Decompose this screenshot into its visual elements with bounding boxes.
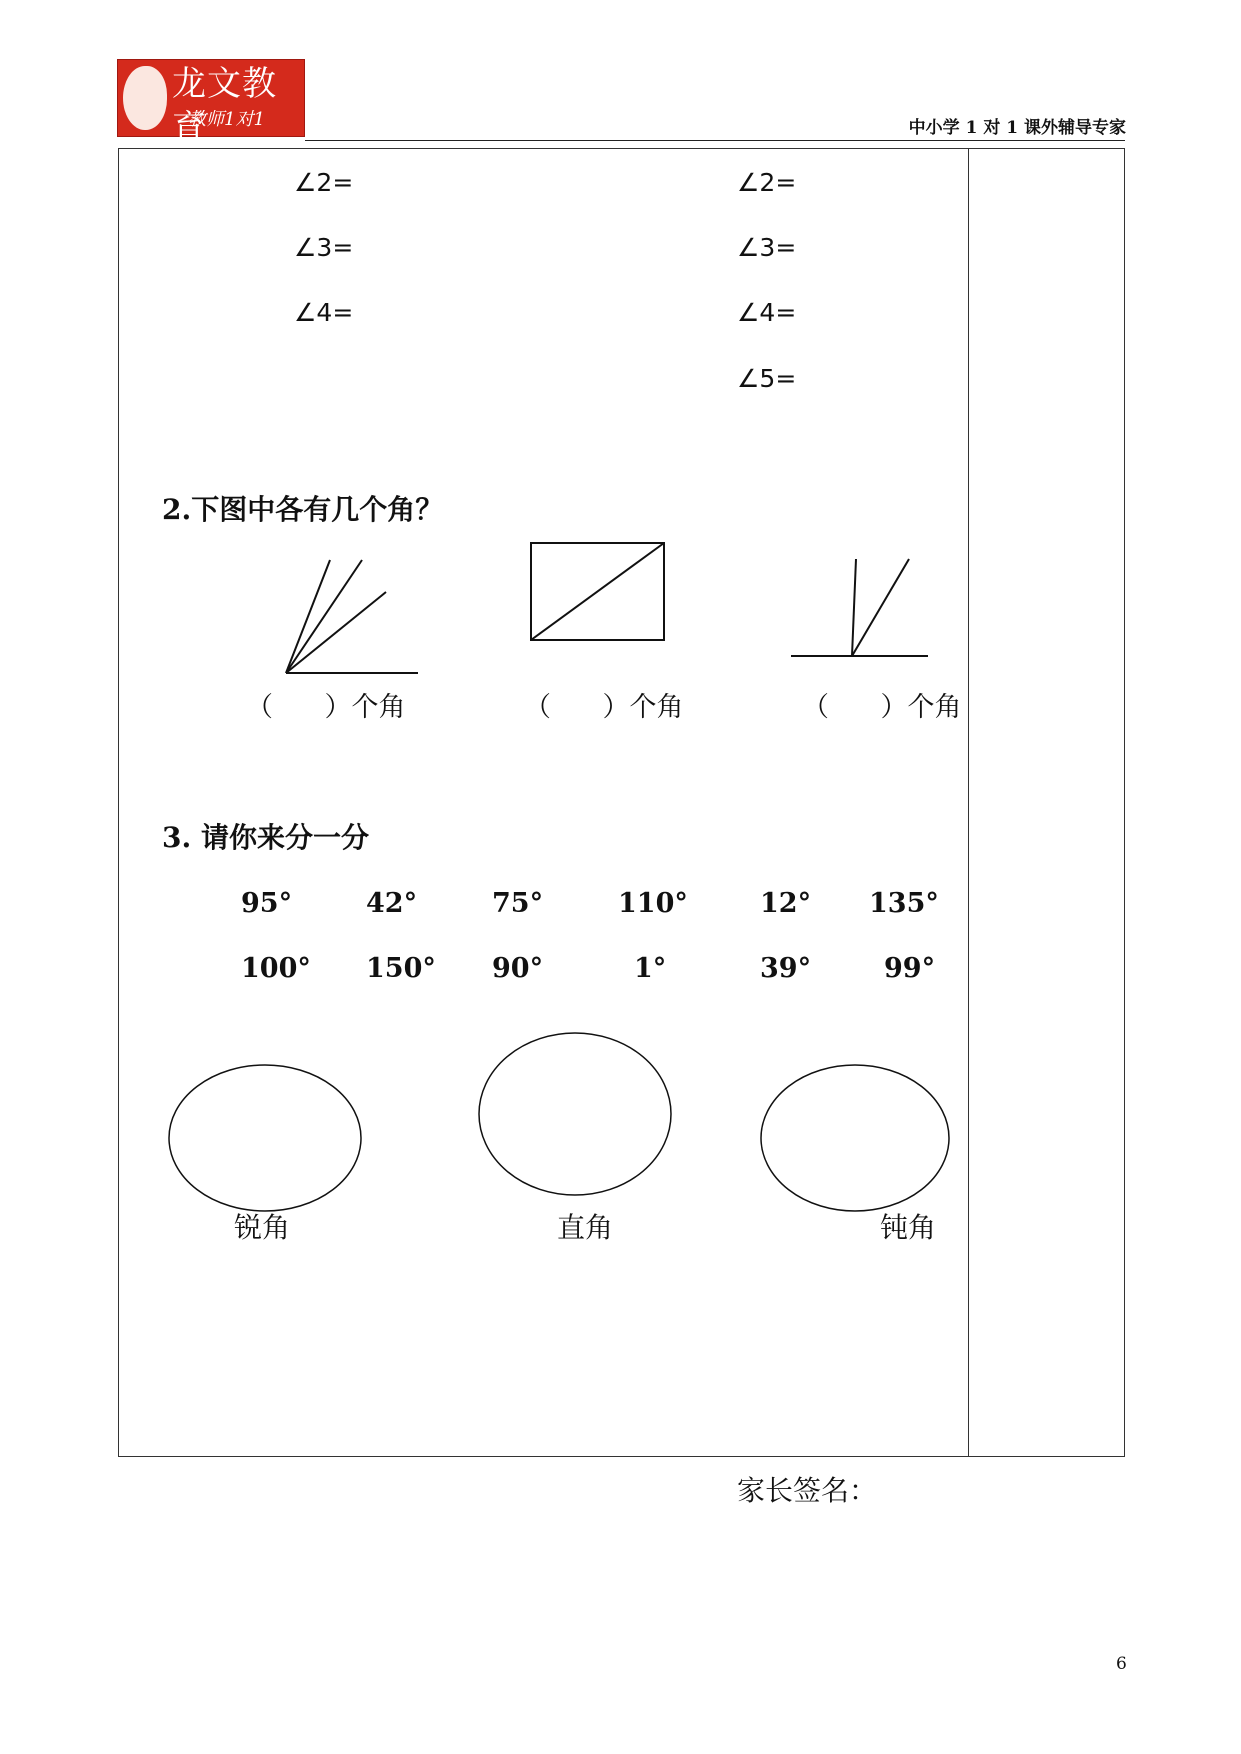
angle-value: 42° xyxy=(366,888,418,919)
angle-answer-left-4: ∠4= xyxy=(294,298,354,327)
figure3-ray-2 xyxy=(852,559,909,656)
angle-value: 100° xyxy=(241,953,311,984)
angle-value: 95° xyxy=(241,888,293,919)
angle-answer-left-3: ∠3= xyxy=(294,233,354,262)
acute-angle-label: 锐角 xyxy=(234,1211,291,1244)
angle-answer-right-5: ∠5= xyxy=(737,364,797,393)
obtuse-angle-oval xyxy=(761,1065,949,1211)
question-2-title: 2.下图中各有几个角？ xyxy=(162,493,444,526)
angle-value: 1° xyxy=(634,953,667,984)
angle-value: 39° xyxy=(760,953,812,984)
header-tagline: 中小学 1 对 1 课外辅导专家 xyxy=(908,118,1126,138)
figure-line-angles xyxy=(791,559,928,656)
angle-value: 135° xyxy=(869,888,939,919)
answer-blank-1[interactable]: （ ）个角 xyxy=(246,692,406,723)
angle-answer-right-3: ∠3= xyxy=(737,233,797,262)
angle-value: 110° xyxy=(618,888,688,919)
logo-subtitle: 教师1对1 xyxy=(188,109,265,130)
angle-value: 150° xyxy=(366,953,436,984)
question-3-title: 3. 请你来分一分 xyxy=(162,821,369,854)
parent-signature-label: 家长签名： xyxy=(737,1474,878,1507)
figure3-ray-1 xyxy=(852,559,856,656)
angle-answer-left-2: ∠2= xyxy=(294,168,354,197)
angle-value: 90° xyxy=(492,953,544,984)
angle-value: 99° xyxy=(884,953,936,984)
rectangle-diagonal xyxy=(531,543,664,640)
right-angle-label: 直角 xyxy=(557,1211,614,1244)
angle-value: 12° xyxy=(760,888,812,919)
acute-angle-oval xyxy=(169,1065,361,1211)
figure-rectangle-diagonal xyxy=(531,543,664,640)
angle-value: 75° xyxy=(492,888,544,919)
obtuse-angle-label: 钝角 xyxy=(880,1211,937,1244)
answer-blank-3[interactable]: （ ）个角 xyxy=(802,692,962,723)
angle-answer-right-4: ∠4= xyxy=(737,298,797,327)
right-angle-oval xyxy=(479,1033,671,1195)
page-number: 6 xyxy=(1116,1654,1127,1674)
angle-answer-right-2: ∠2= xyxy=(737,168,797,197)
figure-fan-angles xyxy=(286,560,418,673)
answer-blank-2[interactable]: （ ）个角 xyxy=(524,692,684,723)
category-ovals xyxy=(169,1033,949,1211)
logo-title: 龙文教育 xyxy=(172,64,277,148)
